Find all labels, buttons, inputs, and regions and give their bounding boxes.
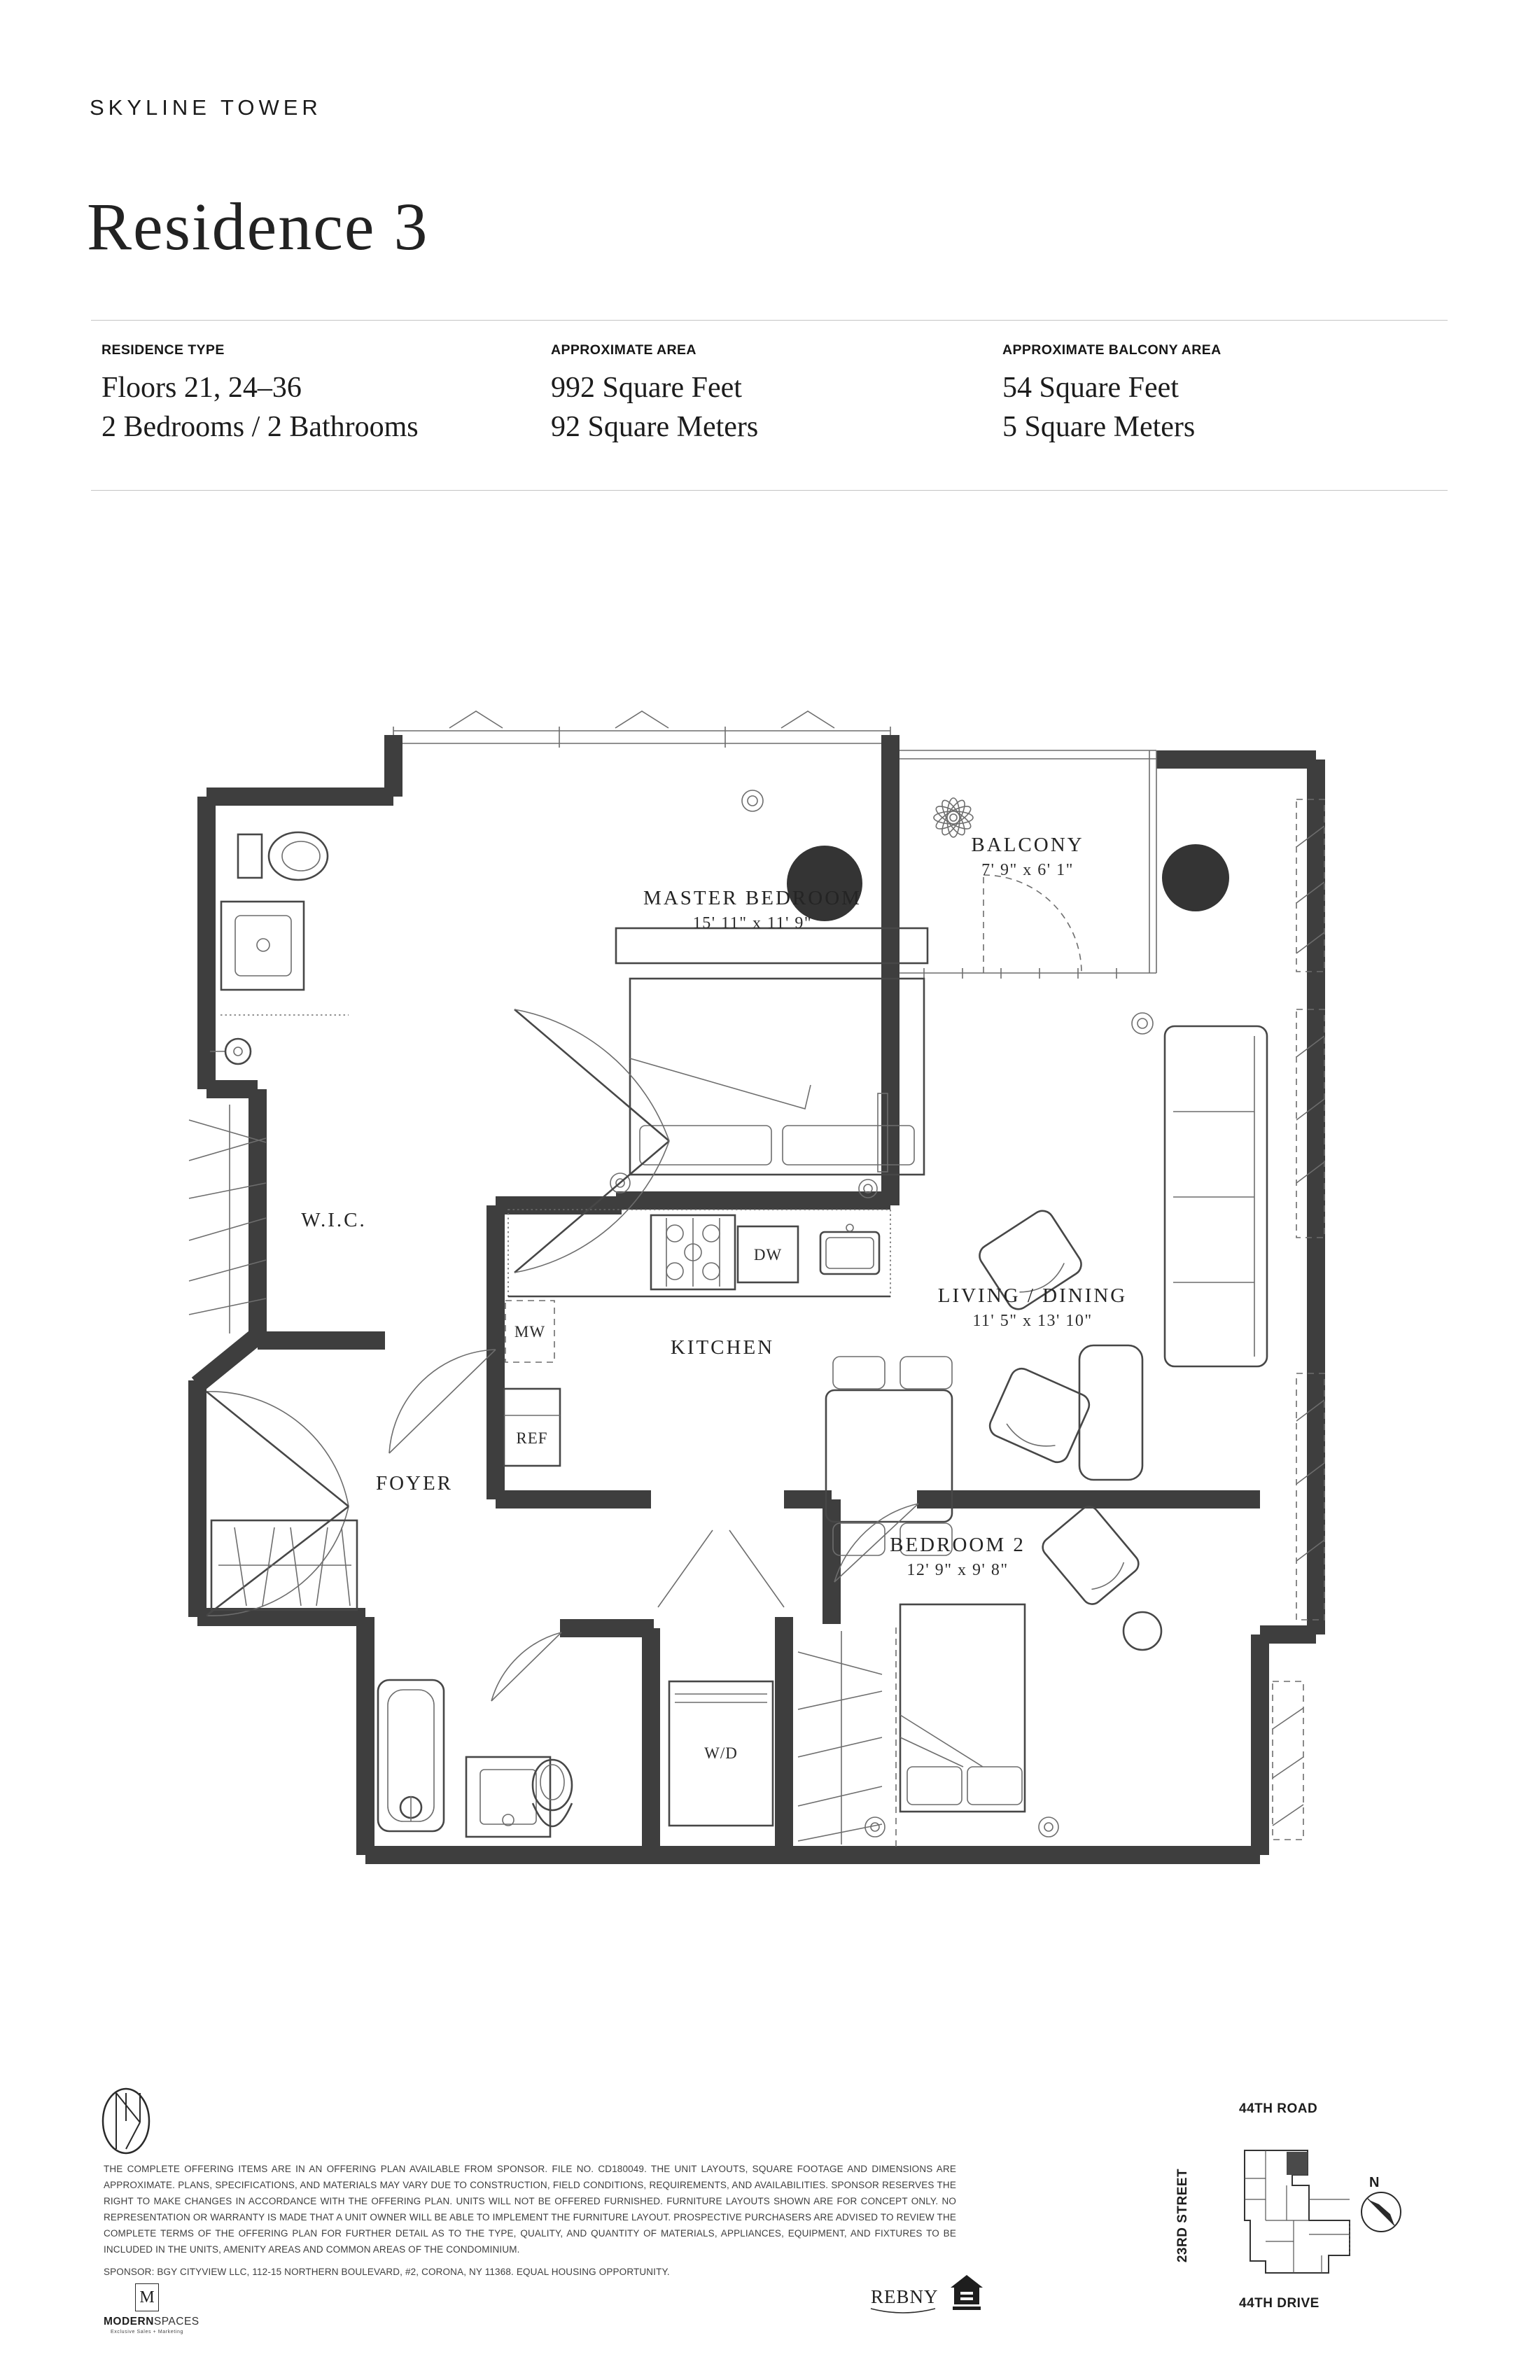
- rebny-swash: [869, 2307, 937, 2314]
- sofa: [1165, 1026, 1267, 1366]
- bed-throw: [900, 1715, 983, 1767]
- room-label-kitchen: KITCHEN: [670, 1336, 775, 1359]
- modern-spaces-logo: [104, 2283, 200, 2334]
- pillow: [967, 1767, 1022, 1805]
- key-plan: [1224, 2136, 1371, 2286]
- compass: [1350, 2170, 1413, 2240]
- sofa-cushions: [1173, 1036, 1254, 1357]
- shower-head-center: [234, 1047, 242, 1056]
- area-block: [551, 342, 758, 447]
- closet-hangers: [234, 1527, 350, 1606]
- legal-disclaimer: THE COMPLETE OFFERING ITEMS ARE IN AN OFFERING PLAN AVAILABLE FROM SPONSOR. FILE NO. CD180049. THE UNIT LAYOUTS, SQUARE FOOTAGE AND DIMENSIONS ARE APPROXIMATE. PLANS, SPECIFICATIONS, AND MATERIALS MAY VARY DUE TO CONSTRUCTION, FIELD CONDITIONS, REQUIREMENTS, AND AVAILABILITIES. SPONSOR RESERVES THE RIGHT TO MAKE CHANGES IN ACCORDANCE WITH THE OFFERING PLAN. UNITS WILL NOT BE OFFERED FURNISHED. FURNITURE LAYOUTS SHOWN ARE FOR CONCEPT ONLY. NO REPRESENTATION OR WARRANTY IS MADE THAT A UNIT OWNER WILL BE ABLE TO IMPLEMENT THE FURNITURE LAYOUT. PROSPECTIVE PURCHASERS ARE ADVISED TO REVIEW THE COMPLETE TERMS OF THE OFFERING PLAN FOR FURTHER DETAIL AS TO THE TYPE, QUALITY, AND QUANTITY OF MATERIALS, APPLIANCES, EQUIPMENT, AND FIXTURES TO BE INCLUDED IN THE UNITS, AMENITY AREAS AND COMMON AREAS OF THE CONDOMINIUM.: [104, 2164, 956, 2255]
- room-label-balcony: BALCONY: [971, 834, 1084, 856]
- area-label: APPROXIMATE AREA: [551, 342, 696, 358]
- modern-spaces-wordmark-light: SPACES: [153, 2316, 200, 2328]
- balcony-area-label: APPROXIMATE BALCONY AREA: [1002, 342, 1222, 358]
- wd-door-leaves: [658, 1530, 784, 1607]
- area-sqft: 992 Square Feet: [551, 372, 742, 404]
- toilet-bowl-inner: [282, 841, 320, 871]
- brand-logotype: SKYLINE TOWER: [90, 95, 322, 120]
- bed-2: [900, 1604, 1025, 1812]
- appliance-label-ref: REF: [516, 1429, 548, 1447]
- room-label-wic: W.I.C.: [301, 1209, 367, 1231]
- modern-spaces-monogram: M: [135, 2283, 159, 2311]
- area-sqm: 92 Square Meters: [551, 411, 759, 443]
- dresser: [616, 928, 927, 963]
- divider-top: [91, 320, 1448, 321]
- appliance-label-wd: W/D: [704, 1744, 738, 1762]
- master-bed: [630, 979, 924, 1175]
- coffee-table: [1079, 1345, 1142, 1480]
- appliance-label-mw: MW: [514, 1323, 546, 1340]
- toilet-2-inner: [540, 1765, 564, 1800]
- floor-plan-drawing: [168, 707, 1337, 1883]
- room-dims-bedroom2: 12' 9" x 9' 8": [906, 1561, 1009, 1579]
- room-label-master-bedroom: MASTER BEDROOM: [643, 887, 862, 909]
- residence-floors: Floors 21, 24–36: [102, 372, 302, 404]
- bed-throw: [630, 1058, 811, 1109]
- window-band: [393, 727, 890, 748]
- balcony-door-swing: [983, 875, 1082, 973]
- divider-info: [91, 490, 1448, 491]
- armchair: [986, 1365, 1093, 1466]
- skyline-tower-logo-mark: [99, 2086, 155, 2156]
- room-label-living-dining: LIVING / DINING: [937, 1284, 1128, 1307]
- map-street-top: 44TH ROAD: [1239, 2101, 1318, 2116]
- entry-door-leaf: [206, 1392, 349, 1616]
- toilet-2-base: [533, 1803, 572, 1826]
- toilet-bowl: [269, 832, 328, 880]
- residence-type-label: RESIDENCE TYPE: [102, 342, 225, 358]
- compass-north-label: N: [1369, 2175, 1380, 2190]
- room-label-bedroom2: BEDROOM 2: [890, 1534, 1026, 1556]
- room-dims-living-dining: 11' 5" x 13' 10": [972, 1312, 1093, 1330]
- column: [787, 846, 862, 921]
- vanity-sink: [235, 916, 291, 976]
- toilet-tank: [238, 834, 262, 878]
- map-street-bottom: 44TH DRIVE: [1239, 2296, 1320, 2311]
- side-table: [1124, 1612, 1161, 1650]
- balcony-plant-icon: [933, 797, 973, 837]
- vanity-2-sink: [480, 1770, 536, 1824]
- balcony-sqft: 54 Square Feet: [1002, 372, 1179, 404]
- residence-type-block: [102, 342, 419, 447]
- room-dims-balcony: 7' 9" x 6' 1": [981, 861, 1074, 879]
- column: [1162, 844, 1229, 911]
- rebny-logo: REBNY: [871, 2286, 939, 2307]
- refrigerator: [504, 1389, 560, 1466]
- modern-spaces-tagline: Exclusive Sales + Marketing: [111, 2330, 183, 2334]
- balcony-area-block: [1002, 342, 1222, 447]
- door-swing: [514, 1009, 669, 1273]
- door-leaf: [491, 1632, 561, 1701]
- page-title: Residence 3: [87, 189, 429, 264]
- kitchen-sink-basin: [826, 1238, 874, 1268]
- stove-grate: [666, 1218, 720, 1287]
- window-casement-marks: [449, 711, 834, 728]
- entry-door-swing: [206, 1392, 349, 1616]
- shower-head: [225, 1039, 251, 1064]
- kitchen-sink: [820, 1232, 879, 1274]
- modern-spaces-wordmark-bold: MODERN: [104, 2316, 154, 2328]
- faucet: [257, 939, 270, 951]
- residence-bed-bath: 2 Bedrooms / 2 Bathrooms: [102, 411, 419, 443]
- equal-housing-icon: [951, 2275, 983, 2311]
- map-street-left: 23RD STREET: [1175, 2168, 1190, 2263]
- door-leaf: [514, 1009, 669, 1273]
- sponsor-line: SPONSOR: BGY CITYVIEW LLC, 112-15 NORTHERN BOULEVARD, #2, CORONA, NY 11368. EQUAL HOUSING OPPORTUNITY.: [104, 2267, 670, 2277]
- washer-dryer-lid: [675, 1694, 767, 1702]
- room-dims-master-bedroom: 15' 11" x 11' 9": [692, 914, 813, 932]
- dining-chairs: [833, 1357, 952, 1555]
- pillow: [907, 1767, 962, 1805]
- kitchen-counter: [508, 1210, 890, 1296]
- bedroom2-chair: [1039, 1503, 1142, 1609]
- toilet-2: [533, 1760, 572, 1810]
- room-label-foyer: FOYER: [375, 1472, 454, 1494]
- closet-hangers: [798, 1652, 882, 1841]
- appliance-label-dw: DW: [753, 1246, 783, 1264]
- pillow: [640, 1126, 771, 1165]
- faucet: [846, 1224, 853, 1231]
- balcony-sqm: 5 Square Meters: [1002, 411, 1196, 443]
